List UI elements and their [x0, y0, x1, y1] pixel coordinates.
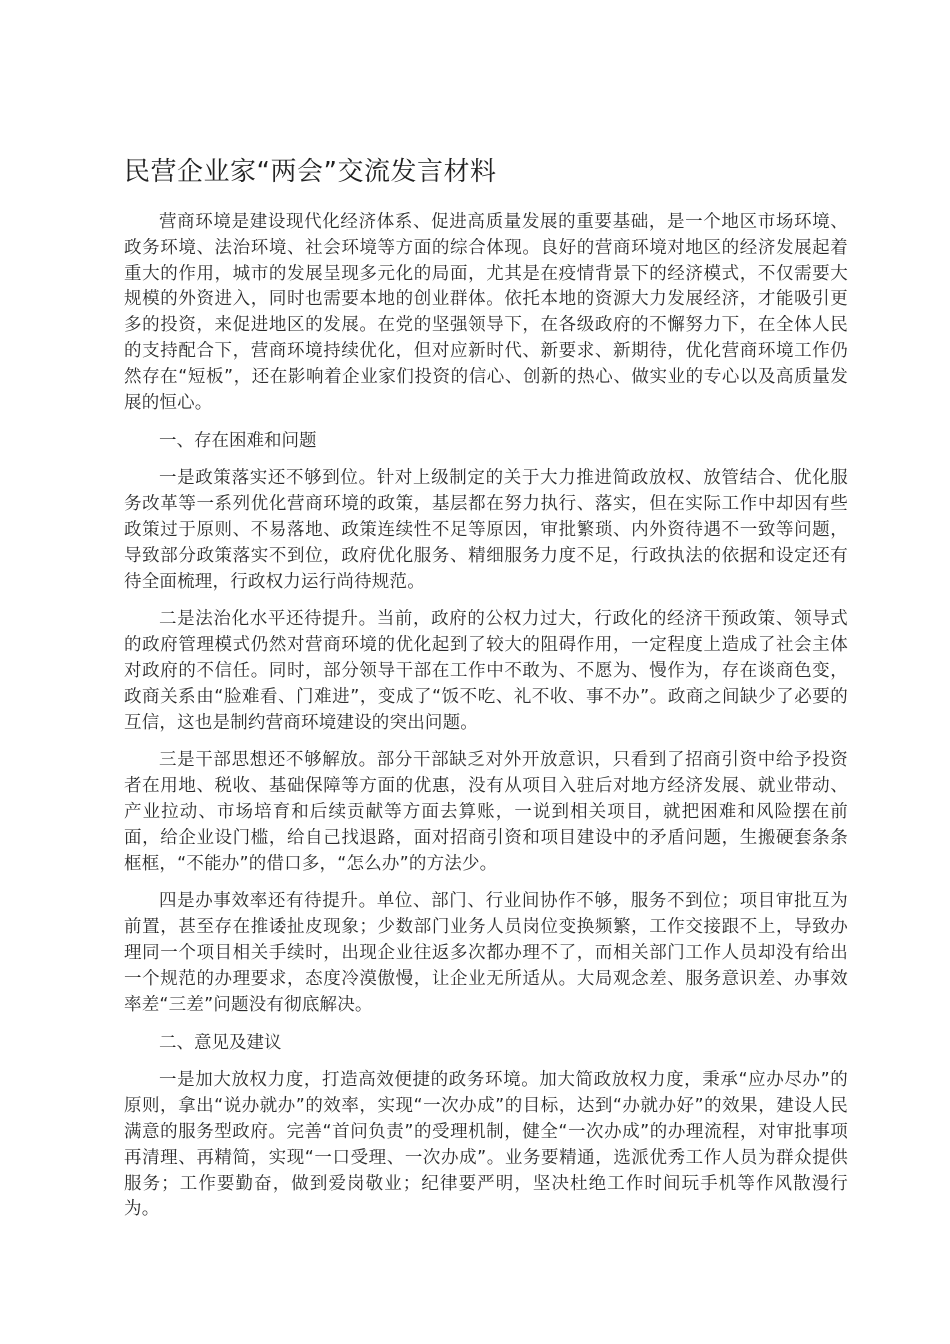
- problem-paragraph-3: 三是干部思想还不够解放。部分干部缺乏对外开放意识，只看到了招商引资中给予投资者在用地、税收、基础保障等方面的优惠，没有从项目入驻后对地方经济发展、就业带动、产业拉动、市场培育和后续贡献等方面去算账，一说到相关项目，就把困难和风险摆在前面，给企业设门槛，给自己找退路，面对招商引资和项目建设中的矛盾问题，生搬硬套条条框框，“不能办”的借口多，“怎么办”的方法少。: [124, 750, 848, 874]
- document-page: [124, 152, 848, 1235]
- problem-paragraph-2: 二是法治化水平还待提升。当前，政府的公权力过大，行政化的经济干预政策、领导式的政府管理模式仍然对营商环境的优化起到了较大的阻碍作用，一定程度上造成了社会主体对政府的不信任。同时，部分领导干部在工作中不敢为、不愿为、慢作为，存在谈商色变，政商关系由“脸难看、门难进”，变成了“饭不吃、礼不收、事不办”。政商之间缺少了必要的互信，这也是制约营商环境建设的突出问题。: [124, 609, 848, 733]
- problem-paragraph-4: 四是办事效率还有待提升。单位、部门、行业间协作不够，服务不到位；项目审批互为前置，甚至存在推诿扯皮现象；少数部门业务人员岗位变换频繁，工作交接跟不上，导致办理同一个项目相关手续时，出现企业往返多次都办理不了，而相关部门工作人员却没有给出一个规范的办理要求，态度冷漠傲慢，让企业无所适从。大局观念差、服务意识差、办事效率差“三差”问题没有彻底解决。: [124, 891, 848, 1015]
- suggestion-paragraph-1: 一是加大放权力度，打造高效便捷的政务环境。加大简政放权力度，秉承“应办尽办”的原则，拿出“说办就办”的效率，实现“一次办成”的目标，达到“办就办好”的效果，建设人民满意的服务型政府。完善“首问负责”的受理机制，健全“一次办成”的办理流程，对审批事项再清理、再精简，实现“一口受理、一次办成”。业务要精通，选派优秀工作人员为群众提供服务；工作要勤奋，做到爱岗敬业；纪律要严明，坚决杜绝工作时间玩手机等作风散漫行为。: [124, 1070, 848, 1220]
- section-heading-suggestions: 二、意见及建议: [159, 1033, 282, 1054]
- document-title: 民营企业家“两会”交流发言材料: [124, 157, 497, 187]
- intro-paragraph: 营商环境是建设现代化经济体系、促进高质量发展的重要基础，是一个地区市场环境、政务环境、法治环境、社会环境等方面的综合体现。良好的营商环境对地区的经济发展起着重大的作用，城市的发展呈现多元化的局面，尤其是在疫情背景下的经济模式，不仅需要大规模的外资进入，同时也需要本地的创业群体。依托本地的资源大力发展经济，才能吸引更多的投资，来促进地区的发展。在党的坚强领导下，在各级政府的不懈努力下，在全体人民的支持配合下，营商环境持续优化，但对应新时代、新要求、新期待，优化营商环境工作仍然存在“短板”，还在影响着企业家们投资的信心、创新的热心、做实业的专心以及高质量发展的恒心。: [124, 212, 848, 413]
- section-heading-problems: 一、存在困难和问题: [159, 431, 317, 452]
- problem-paragraph-1: 一是政策落实还不够到位。针对上级制定的关于大力推进简政放权、放管结合、优化服务改革等一系列优化营商环境的政策，基层都在努力执行、落实，但在实际工作中却因有些政策过于原则、不易落地、政策连续性不足等原因，审批繁琐、内外资待遇不一致等问题，导致部分政策落实不到位，政府优化服务、精细服务力度不足，行政执法的依据和设定还有待全面梳理，行政权力运行尚待规范。: [124, 468, 848, 592]
